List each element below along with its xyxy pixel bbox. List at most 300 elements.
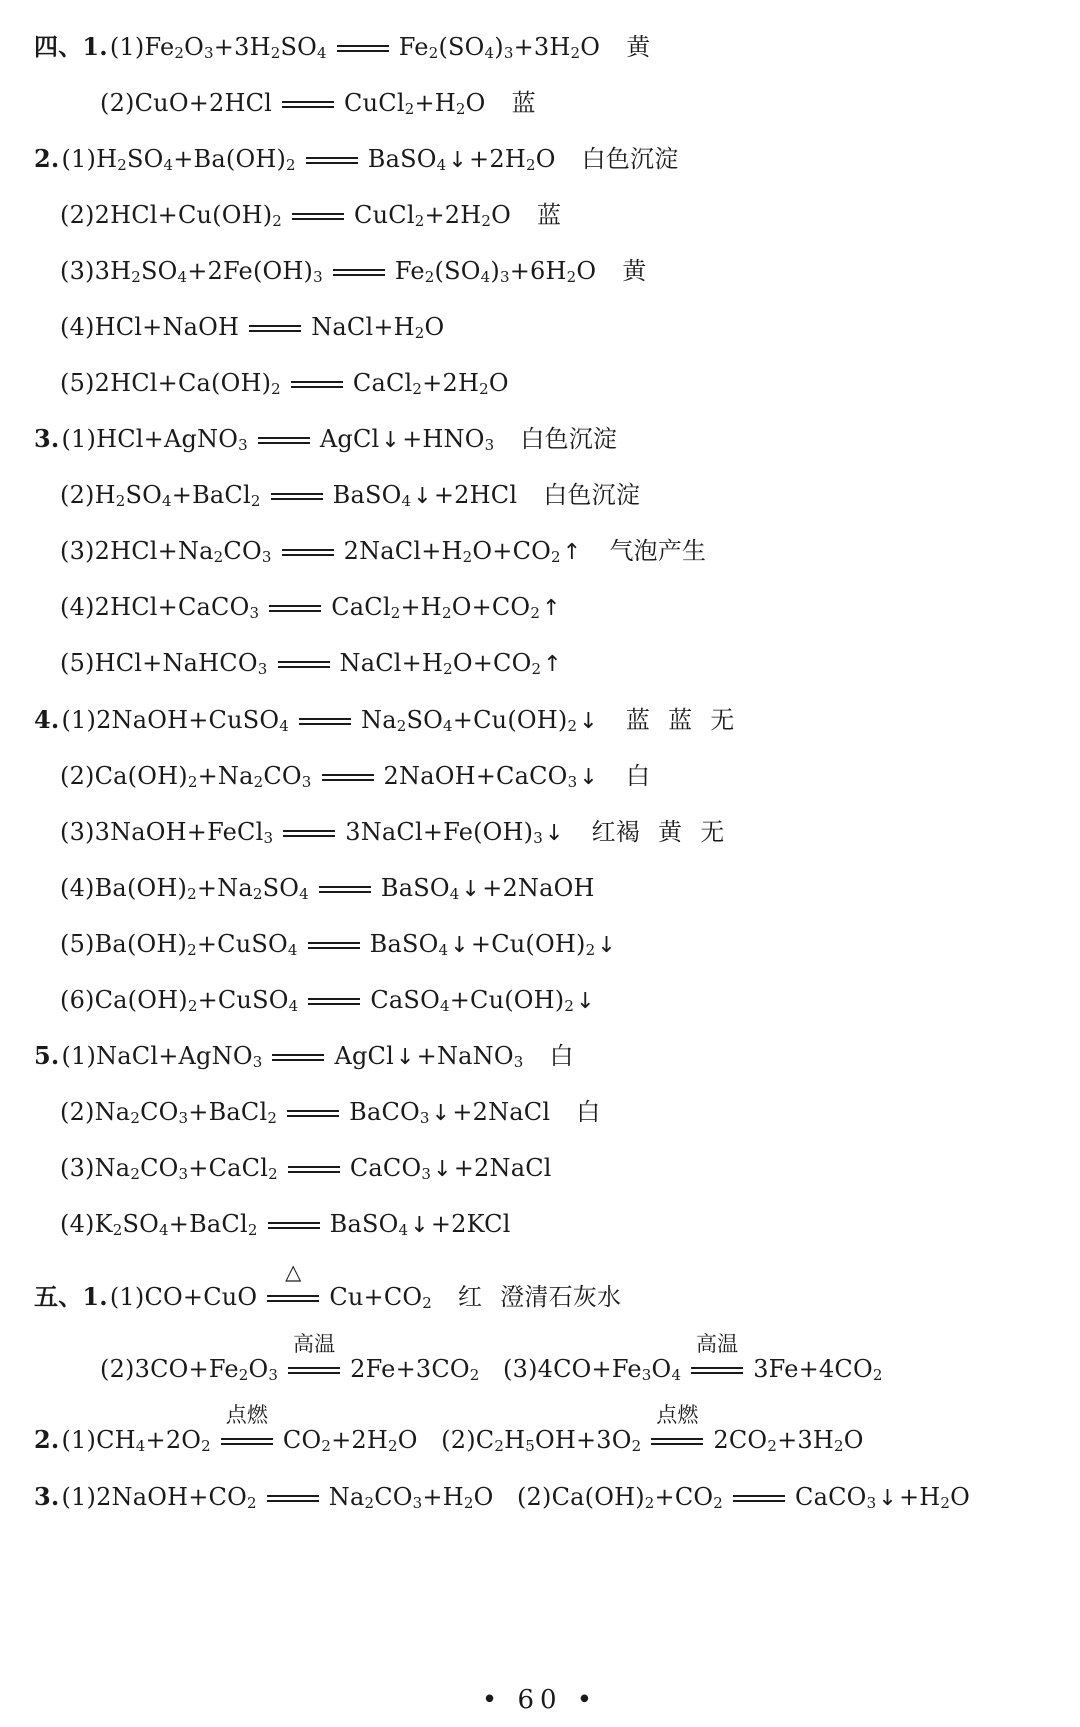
subscript: 5 [525,1437,535,1455]
precipitate-arrow-icon: ↓ [878,1486,897,1511]
subscript: 3 [252,1053,263,1071]
formula-text: (6)Ca(OH) [60,986,188,1014]
subscript: 2 [187,941,197,959]
formula-text: CO [140,1154,179,1182]
formula-text: +6H [509,257,567,285]
observation-answer: 无 [710,706,735,734]
formula-text: (1)NaCl+AgNO [61,1042,253,1070]
reaction-equals-sign [306,927,362,961]
formula-text: (1)H [61,145,118,173]
formula-text: CO [282,1426,322,1454]
reaction-equals-sign [335,30,391,64]
formula-text: O+CO [472,537,552,565]
formula-text: 2NaOH+CaCO [383,762,568,790]
formula-text: (2)Na [60,1098,131,1126]
observation-answer: 白色沉淀 [581,145,679,173]
equation-line [60,534,706,570]
formula-text: +2NaCl [453,1154,552,1182]
formula-text: (1)CH [61,1426,136,1454]
formula-text: CuCl [354,201,415,229]
formula-text: O [184,33,205,61]
reaction-equals-sign [247,310,303,344]
formula-text: +CaCl [188,1154,269,1182]
formula-text: CaCO [795,1483,867,1511]
subscript: 2 [131,268,141,286]
subscript: 2 [388,1437,398,1455]
precipitate-arrow-icon: ↓ [448,148,468,173]
formula-text: (1)Fe [109,33,175,61]
formula-text: +2Fe(OH) [187,257,314,285]
reaction-condition: 高温 [695,1332,739,1356]
subscript: 2 [247,1221,258,1239]
equation-line [100,86,536,120]
formula-text: Fe [394,257,425,285]
equation-line [60,1207,511,1243]
subscript: 2 [530,604,541,622]
subscript: 3 [503,44,514,62]
subscript: 3 [261,548,272,566]
equation-line [60,871,595,907]
reaction-equals-sign [306,983,362,1017]
equation-line [34,1039,574,1075]
formula-text: +H [898,1483,941,1511]
equation-line [60,1095,600,1131]
subscript: 2 [463,1494,474,1512]
subscript: 3 [484,436,495,454]
reaction-equals-sign [286,1332,342,1386]
subscript: 4 [671,1366,682,1384]
subscript: 2 [247,1494,257,1512]
gas-arrow-icon: ↑ [562,540,582,565]
formula-text: (1)2NaOH+CO [61,1483,247,1511]
equation-line [34,703,734,739]
subscript: 4 [398,1221,409,1239]
formula-text: BaCO [349,1098,420,1126]
observation-answer: 黄 [622,257,647,285]
subscript: 2 [213,548,224,566]
precipitate-arrow-icon: ↓ [579,765,598,790]
subscript: 2 [570,44,581,62]
subscript: 3 [301,773,312,791]
equation-line [34,142,678,178]
subscript: 3 [204,44,214,62]
precipitate-arrow-icon: ↓ [450,933,469,958]
equation-line [60,590,563,626]
question-number: 4. [34,705,60,734]
subscript: 4 [317,44,327,62]
formula-text: O (2)Ca(OH) [473,1483,645,1511]
reaction-equals-sign [689,1332,745,1386]
formula-text: +Cu(OH) [452,706,568,734]
subscript: 3 [567,773,578,791]
equation-line [60,646,564,682]
formula-text: +2H [331,1426,389,1454]
reaction-equals-sign [267,590,323,624]
reaction-equals-sign [265,1260,321,1314]
reaction-equals-sign [280,534,336,568]
subscript: 2 [267,1109,278,1127]
subscript: 2 [767,1437,778,1455]
formula-text: +2KCl [430,1210,511,1238]
subscript: 4 [484,44,495,62]
formula-text: (1)CO+CuO [109,1283,258,1311]
subscript: 2 [321,1437,332,1455]
reaction-equals-sign [304,142,360,176]
formula-text: +CuSO [197,986,289,1014]
formula-text: CO [374,1483,413,1511]
formula-text: NaCl+H [311,313,415,341]
subscript: 2 [469,1366,480,1384]
subscript: 2 [130,1165,141,1183]
observation-answer: 红 [458,1283,483,1311]
equation-line [60,254,646,288]
subscript: 2 [187,997,198,1015]
reaction-equals-sign [256,422,312,456]
subscript: 2 [412,380,423,398]
reaction-equals-sign [290,198,346,232]
formula-text: NaCl+H [339,649,444,677]
reaction-condition: 高温 [292,1332,336,1356]
formula-text: +Cu(OH) [449,986,565,1014]
subscript: 4 [159,1221,169,1239]
observation-answer: 白 [549,1042,574,1070]
subscript: 2 [833,1437,844,1455]
formula-text: (2)3CO+Fe [100,1355,239,1383]
formula-text: (3)2HCl+Na [60,537,214,565]
subscript: 2 [272,212,283,230]
formula-text: (2)2HCl+Cu(OH) [60,201,273,229]
subscript: 2 [364,1494,375,1512]
formula-text: 3Fe+4CO [753,1355,873,1383]
subscript: 3 [533,829,543,847]
precipitate-arrow-icon: ↓ [461,877,481,902]
subscript: 2 [130,1109,141,1127]
precipitate-arrow-icon: ↓ [433,1157,452,1182]
formula-text: +2NaOH [482,874,595,902]
reaction-condition: △ [285,1260,302,1284]
formula-text: +H [400,593,442,621]
formula-text: (4)Ba(OH) [60,874,188,902]
formula-text: +2H [469,145,526,173]
formula-text: +CuSO [196,930,288,958]
gas-arrow-icon: ↑ [542,596,561,621]
subscript: 2 [494,1437,505,1455]
formula-text: O [843,1426,864,1454]
subscript: 2 [567,717,578,735]
subscript: 2 [250,492,261,510]
reaction-equals-sign [276,646,332,680]
equation-line [60,310,444,344]
reaction-equals-sign [331,254,387,288]
subscript: 2 [631,1437,642,1455]
formula-text: AgCl [334,1042,394,1070]
subscript: 4 [443,717,453,735]
question-number: 2. [34,1425,60,1454]
reaction-condition: 点燃 [656,1403,699,1427]
formula-text: (SO [438,33,485,61]
equation-line [60,927,618,963]
subscript: 2 [396,717,407,735]
formula-text: (1)HCl+AgNO [61,425,239,453]
observation-answer: 蓝 [537,201,562,229]
subscript: 2 [481,212,492,230]
formula-text: (5)2HCl+Ca(OH) [60,369,272,397]
subscript: 3 [263,829,274,847]
subscript: 4 [449,885,460,903]
formula-text: +Na [197,762,254,790]
subscript: 2 [566,268,577,286]
subscript: 2 [462,548,473,566]
subscript: 3 [419,1109,430,1127]
formula-text: O [576,257,597,285]
subscript: 2 [644,1494,655,1512]
subscript: 2 [551,548,561,566]
formula-text: Na [361,706,397,734]
subscript: 4 [439,997,450,1015]
reaction-condition: 点燃 [225,1403,269,1427]
observation-answer: 无 [700,818,725,846]
subscript: 2 [117,156,127,174]
subscript: 2 [252,885,263,903]
formula-text: 2Fe+3CO [350,1355,470,1383]
formula-text: 3NaCl+Fe(OH) [345,818,534,846]
formula-text: SO [140,257,178,285]
formula-text: +Ba(OH) [173,145,287,173]
subscript: 4 [299,885,309,903]
formula-text: ) [494,33,504,61]
formula-text: CO [263,762,302,790]
formula-text: SO [125,481,163,509]
reaction-equals-sign [297,703,353,737]
formula-text: (5)Ba(OH) [60,930,188,958]
formula-text: SO [122,1210,160,1238]
subscript: 3 [257,660,268,678]
formula-text: (4)HCl+NaOH [60,313,240,341]
formula-text: 2NaCl+H [343,537,463,565]
formula-text: +HNO [402,425,485,453]
observation-answer: 澄清石灰水 [500,1283,622,1311]
formula-text: O [488,369,509,397]
formula-text: +3H [513,33,571,61]
equation-line [34,1403,864,1457]
reaction-equals-sign [649,1403,705,1457]
question-number: 5. [34,1041,60,1070]
observation-answer: 黄 [658,818,683,846]
formula-text: (4)K [60,1210,113,1238]
question-number: 四、1. [34,32,108,61]
formula-text: Cu+CO [329,1283,423,1311]
subscript: 2 [268,1165,278,1183]
formula-text: +2HCl [433,481,518,509]
formula-text: BaSO [380,874,450,902]
question-number: 3. [34,424,60,453]
formula-text: +CO [654,1483,714,1511]
subscript: 2 [112,1221,123,1239]
precipitate-arrow-icon: ↓ [579,709,598,734]
equation-line [60,1151,552,1187]
subscript: 3 [249,604,260,622]
formula-text: H [504,1426,526,1454]
equation-line [34,1480,970,1516]
formula-text: O+CO [451,593,531,621]
subscript: 2 [404,100,415,118]
formula-text: BaSO [329,1210,399,1238]
formula-text: O [950,1483,971,1511]
subscript: 2 [585,941,596,959]
subscript: 3 [499,268,510,286]
subscript: 4 [163,156,174,174]
subscript: 2 [940,1494,951,1512]
subscript: 2 [455,100,466,118]
observation-answer: 气泡产生 [609,537,707,565]
subscript: 4 [436,156,447,174]
subscript: 2 [390,604,401,622]
formula-text: Na [328,1483,365,1511]
formula-text: BaSO [369,930,439,958]
reaction-equals-sign [731,1480,787,1514]
formula-text: SO [406,706,444,734]
subscript: 2 [564,997,575,1015]
subscript: 2 [428,44,439,62]
observation-answer: 白色沉淀 [520,425,618,453]
question-number: 五、1. [34,1282,108,1311]
formula-text: (1)2NaOH+CuSO [61,706,280,734]
question-number: 2. [34,144,60,173]
subscript: 4 [162,492,172,510]
subscript: 2 [201,1437,211,1455]
formula-text: SO [262,874,300,902]
formula-text: +BaCl [168,1210,248,1238]
subscript: 2 [479,380,489,398]
formula-text: BaSO [332,481,402,509]
equation-line [60,815,724,851]
reaction-equals-sign [285,1095,341,1129]
subscript: 3 [412,1494,423,1512]
reaction-equals-sign [266,1207,322,1241]
subscript: 2 [271,380,281,398]
subscript: 3 [421,1165,432,1183]
formula-text: +2O [145,1426,202,1454]
formula-text: CO [223,537,262,565]
precipitate-arrow-icon: ↓ [576,989,595,1014]
equation-line [60,759,650,795]
gas-arrow-icon: ↑ [543,652,562,677]
reaction-equals-sign [219,1403,275,1457]
formula-text: O+CO [452,649,532,677]
subscript: 2 [414,212,425,230]
subscript: 4 [135,1437,146,1455]
formula-text: O [248,1355,269,1383]
subscript: 2 [443,660,453,678]
formula-text: ) [490,257,500,285]
formula-text: (SO [434,257,481,285]
observation-answer: 红褐 [591,818,641,846]
formula-text: O [465,89,486,117]
reaction-equals-sign [265,1480,321,1514]
formula-text: +Na [196,874,253,902]
observation-answer: 蓝 [625,706,651,734]
equation-line [60,198,561,232]
formula-text: (3)3NaOH+FeCl [60,818,264,846]
subscript: 3 [238,436,248,454]
subscript: 2 [872,1366,883,1384]
formula-text: SO [280,33,317,61]
reaction-equals-sign [269,478,325,512]
formula-text: O [651,1355,672,1383]
formula-text: +2H [424,201,482,229]
formula-text: (2)H [60,481,116,509]
question-number: 3. [34,1482,60,1511]
reaction-equals-sign [281,815,337,849]
formula-text: +NaNO [416,1042,514,1070]
formula-text: O [580,33,601,61]
subscript: 3 [178,1165,189,1183]
formula-text: (3)3H [60,257,132,285]
formula-text: (3)4CO+Fe [479,1355,642,1383]
formula-text: 2CO [713,1426,768,1454]
subscript: 2 [414,324,425,342]
subscript: 2 [174,44,185,62]
subscript: 3 [641,1366,652,1384]
formula-text: (2)CuO+2HCl [100,89,273,117]
subscript: 4 [279,717,290,735]
precipitate-arrow-icon: ↓ [410,1213,429,1238]
subscript: 2 [525,156,536,174]
formula-text: SO [126,145,164,173]
subscript: 2 [187,773,198,791]
formula-text: +3H [777,1426,834,1454]
precipitate-arrow-icon: ↓ [545,821,564,846]
formula-text: (4)2HCl+CaCO [60,593,250,621]
formula-text: CaCO [349,1154,422,1182]
formula-text: +BaCl [188,1098,268,1126]
formula-text: CO [140,1098,179,1126]
formula-text: AgCl [319,425,380,453]
observation-answer: 蓝 [668,706,693,734]
formula-text: +Cu(OH) [470,930,586,958]
subscript: 2 [424,268,435,286]
equation-line [60,983,597,1019]
subscript: 2 [531,660,542,678]
equation-line [60,478,640,514]
subscript: 2 [253,773,264,791]
subscript: 4 [401,492,412,510]
subscript: 2 [713,1494,724,1512]
formula-text: +2NaCl [452,1098,551,1126]
reaction-equals-sign [286,1151,342,1185]
subscript: 4 [288,997,299,1015]
formula-text: O [491,201,512,229]
subscript: 2 [441,604,452,622]
page-number: • 60 • [481,1685,599,1715]
reaction-equals-sign [320,759,376,793]
subscript: 2 [422,1294,433,1312]
formula-text: (2)Ca(OH) [60,762,188,790]
observation-answer: 白色沉淀 [543,481,641,509]
formula-text: +H [422,1483,464,1511]
formula-text: +BaCl [171,481,251,509]
subscript: 2 [115,492,126,510]
precipitate-arrow-icon: ↓ [597,933,616,958]
formula-text: Fe [398,33,429,61]
subscript: 3 [268,1366,279,1384]
equation-line [34,1260,622,1314]
subscript: 4 [177,268,188,286]
reaction-equals-sign [317,871,373,905]
subscript: 2 [270,44,281,62]
subscript: 4 [438,941,449,959]
observation-answer: 白 [625,762,651,790]
